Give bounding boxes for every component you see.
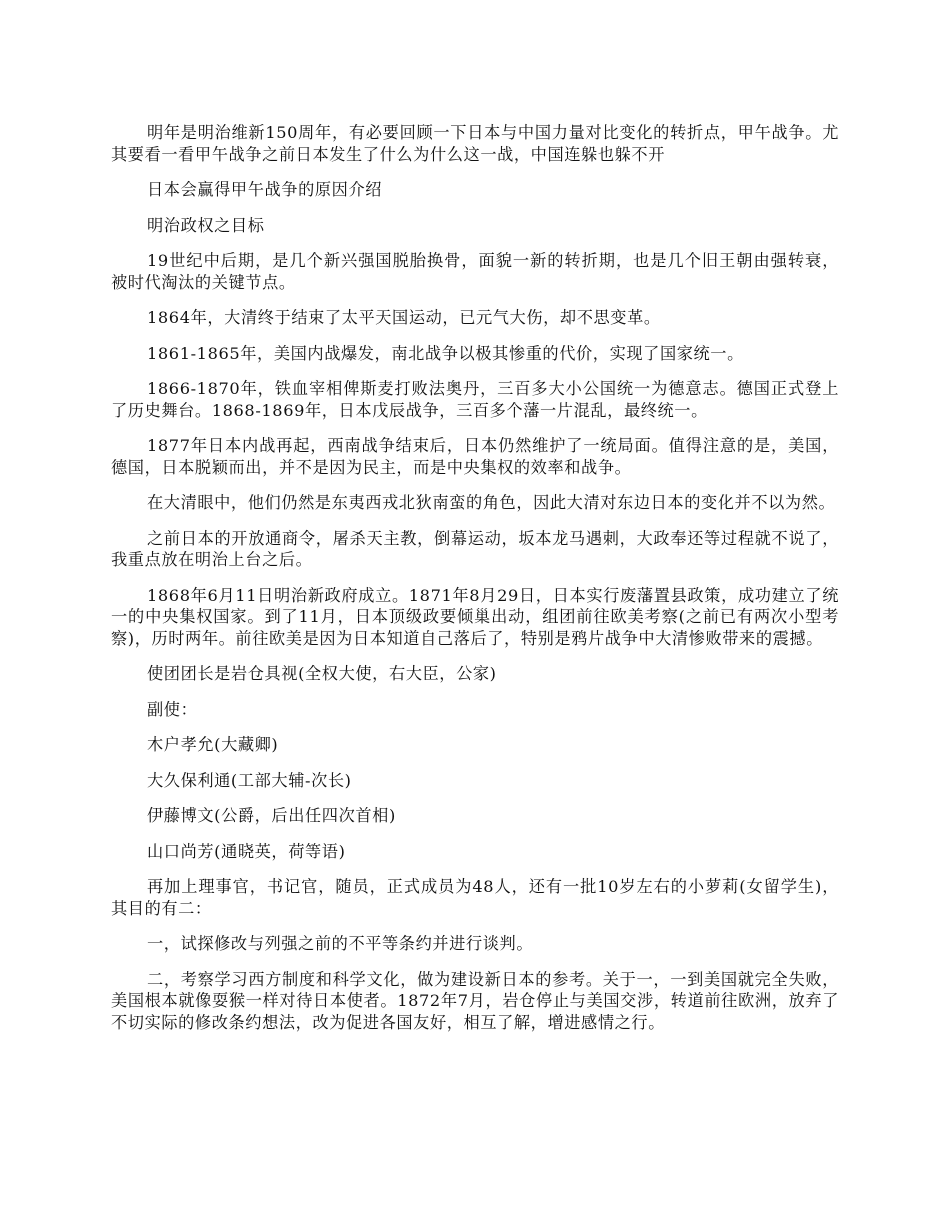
document-body [111,122,839,1047]
paragraph-section-heading: 明治政权之目标 [147,215,265,235]
paragraph: 1864年，大清终于结束了太平天国运动，已元气大伤，却不思变革。 [147,308,661,327]
paragraph: 19世纪中后期，是几个新兴强国脱胎换骨，面貌一新的转折期，也是几个旧王朝由强转衰，被时代淘汰的关键节点。 [111,251,839,292]
paragraph: 1868年6月11日明治新政府成立。1871年8月29日，日本实行废藩置县政策，成功建立了统一的中央集权国家。到了11月，日本顶级政要倾巢出动，组团前往欧美考察(之前已有两次小型考察)，历时两年。前往欧美是因为日本知道自己落后了，特别是鸦片战争中大清惨败带来的震撼。 [111,585,839,648]
paragraph-goal-two: 二，考察学习西方制度和科学文化，做为建设新日本的参考。关于一，一到美国就完全失败，美国根本就像耍猴一样对待日本使者。1872年7月，岩仓停止与美国交涉，转道前往欧洲，放弃了不切实际的修改条约想法，改为促进各国友好，相互了解，增进感情之行。 [111,969,839,1032]
paragraph-goal-one: 一，试探修改与列强之前的不平等条约并进行谈判。 [147,934,534,953]
list-item-vice-envoy: 大久保利通(工部大辅-次长) [147,770,352,790]
paragraph: 在大清眼中，他们仍然是东夷西戎北狄南蛮的角色，因此大清对东边日本的变化并不以为然。 [147,493,836,512]
paragraph: 1866-1870年，铁血宰相俾斯麦打败法奥丹，三百多大小公国统一为德意志。德国正式登上了历史舞台。1868-1869年，日本戊辰战争，三百多个藩一片混乱，最终统一。 [111,379,839,420]
paragraph-mission-leader: 使团团长是岩仓具视(全权大使，右大臣，公家) [147,664,497,683]
list-item-vice-envoy: 山口尚芳(通晓英，荷等语) [147,841,346,861]
list-item-vice-envoy: 木户孝允(大藏卿) [147,735,279,754]
list-item-vice-envoy: 伊藤博文(公爵，后出任四次首相) [147,806,396,825]
paragraph-subtitle: 日本会赢得甲午战争的原因介绍 [147,180,383,199]
paragraph: 1877年日本内战再起，西南战争结束后，日本仍然维护了一统局面。值得注意的是，美国，德国，日本脱颖而出，并不是因为民主，而是中央集权的效率和战争。 [111,436,839,477]
paragraph: 之前日本的开放通商令，屠杀天主教，倒幕运动，坂本龙马遇刺，大政奉还等过程就不说了，我重点放在明治上台之后。 [111,528,839,569]
paragraph: 再加上理事官，书记官，随员，正式成员为48人，还有一批10岁左右的小萝莉(女留学生)，其目的有二： [111,877,839,918]
paragraph-intro: 明年是明治维新150周年，有必要回顾一下日本与中国力量对比变化的转折点，甲午战争。尤其要看一看甲午战争之前日本发生了什么为什么这一战，中国连躲也躲不开 [111,123,839,164]
paragraph: 1861-1865年，美国内战爆发，南北战争以极其惨重的代价，实现了国家统一。 [147,343,744,363]
paragraph-vice-envoys-label: 副使： [147,699,198,719]
